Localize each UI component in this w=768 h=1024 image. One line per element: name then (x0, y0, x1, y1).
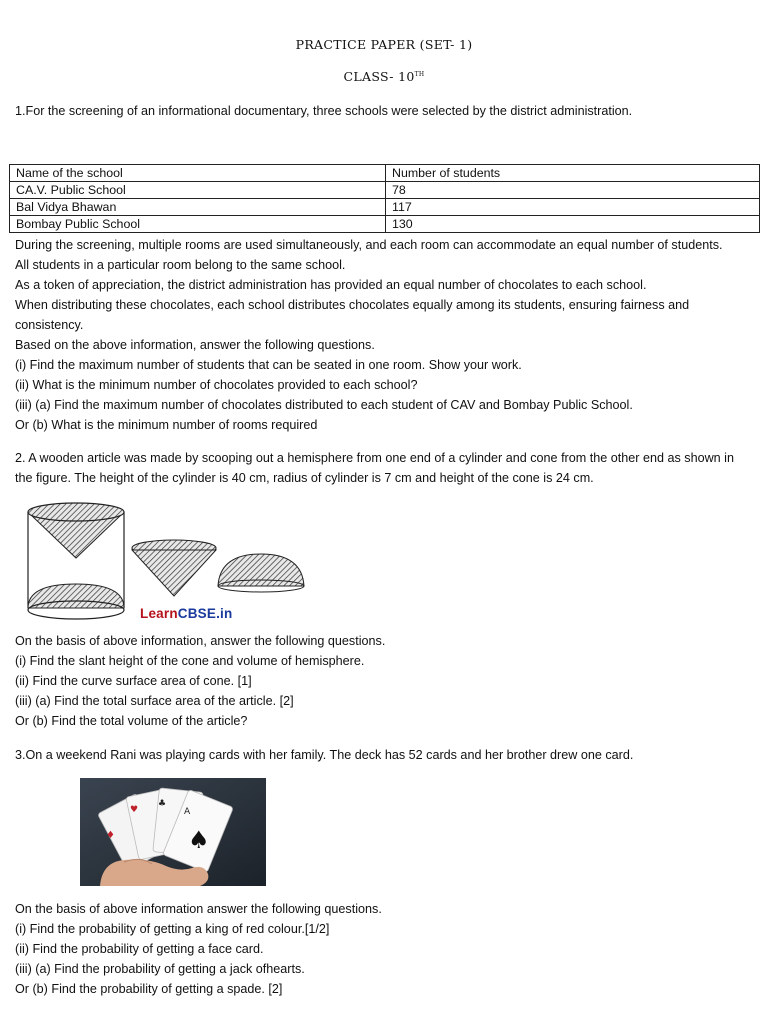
q1-line: During the screening, multiple rooms are used simultaneously, and each room can accommodate an equal number of students. (15, 238, 723, 252)
q1-question: (iii) (a) Find the maximum number of chocolates distributed to each student of CAV and Bombay Public School. (15, 398, 633, 412)
table-cell: Bombay Public School (10, 216, 386, 233)
aces-cards-photo (80, 778, 266, 886)
table-header-row (10, 165, 760, 182)
svg-text:A: A (184, 807, 191, 817)
table-cell: Bal Vidya Bhawan (10, 199, 386, 216)
school-table (9, 164, 760, 233)
q1-line: All students in a particular room belong to the same school. (15, 258, 346, 272)
table-cell: 117 (386, 199, 760, 216)
table-header-cell: Name of the school (10, 165, 386, 182)
q1-line: consistency. (15, 318, 84, 332)
svg-text:♦: ♦ (106, 830, 115, 841)
q2-question: (i) Find the slant height of the cone and volume of hemisphere. (15, 654, 365, 668)
learncbse-logo (140, 606, 232, 621)
table-row (10, 199, 760, 216)
q2-question: (ii) Find the curve surface area of cone. [1] (15, 674, 252, 688)
logo-part-learn: Learn (140, 606, 178, 621)
q3-question: (ii) Find the probability of getting a face card. (15, 942, 264, 956)
q1-line: As a token of appreciation, the district administration has provided an equal number of chocolates to each school. (15, 278, 647, 292)
q1-question: (i) Find the maximum number of students that can be seated in one room. Show your work. (15, 358, 522, 372)
logo-part-cbse: CBSE.in (177, 606, 233, 621)
q3-question: (i) Find the probability of getting a king of red colour.[1/2] (15, 922, 330, 936)
svg-text:♣: ♣ (158, 799, 167, 809)
q1-line: Based on the above information, answer the following questions. (15, 338, 375, 352)
svg-text:♠: ♠ (188, 826, 210, 854)
page-title: PRACTICE PAPER (SET- 1) (295, 37, 473, 52)
table-cell: 78 (386, 182, 760, 199)
q1-question: Or (b) What is the minimum number of rooms required (15, 418, 318, 432)
q3-question: Or (b) Find the probability of getting a spade. [2] (15, 982, 283, 996)
q1-question: (ii) What is the minimum number of chocolates provided to each school? (15, 378, 418, 392)
q2-intro: 2. A wooden article was made by scooping out a hemisphere from one end of a cylinder and cone from the other end as shown in the figure. The height of the cylinder is 40 cm, radius of cylinder is 7 cm and height of the cone is 24 cm. (15, 451, 734, 485)
q2-question: Or (b) Find the total volume of the article? (15, 714, 248, 728)
table-row (10, 182, 760, 199)
q2-question: (iii) (a) Find the total surface area of the article. [2] (15, 694, 294, 708)
class-label (0, 69, 768, 84)
q2-line: On the basis of above information, answer the following questions. (15, 634, 386, 648)
table-row (10, 216, 760, 233)
class-label-sup: TH (414, 70, 425, 78)
q1-intro: 1.For the screening of an informational documentary, three schools were selected by the district administration. (15, 104, 633, 118)
q1-line: When distributing these chocolates, each school distributes chocolates equally among its students, ensuring fairness and (15, 298, 690, 312)
table-cell: 130 (386, 216, 760, 233)
q3-question: (iii) (a) Find the probability of getting a jack ofhearts. (15, 962, 305, 976)
class-label-text: CLASS- 10 (343, 69, 415, 84)
svg-text:♥: ♥ (130, 805, 139, 815)
q3-line: On the basis of above information answer the following questions. (15, 902, 382, 916)
table-header-cell: Number of students (386, 165, 760, 182)
table-cell: CA.V. Public School (10, 182, 386, 199)
q3-intro: 3.On a weekend Rani was playing cards with her family. The deck has 52 cards and her brother drew one card. (15, 748, 634, 762)
